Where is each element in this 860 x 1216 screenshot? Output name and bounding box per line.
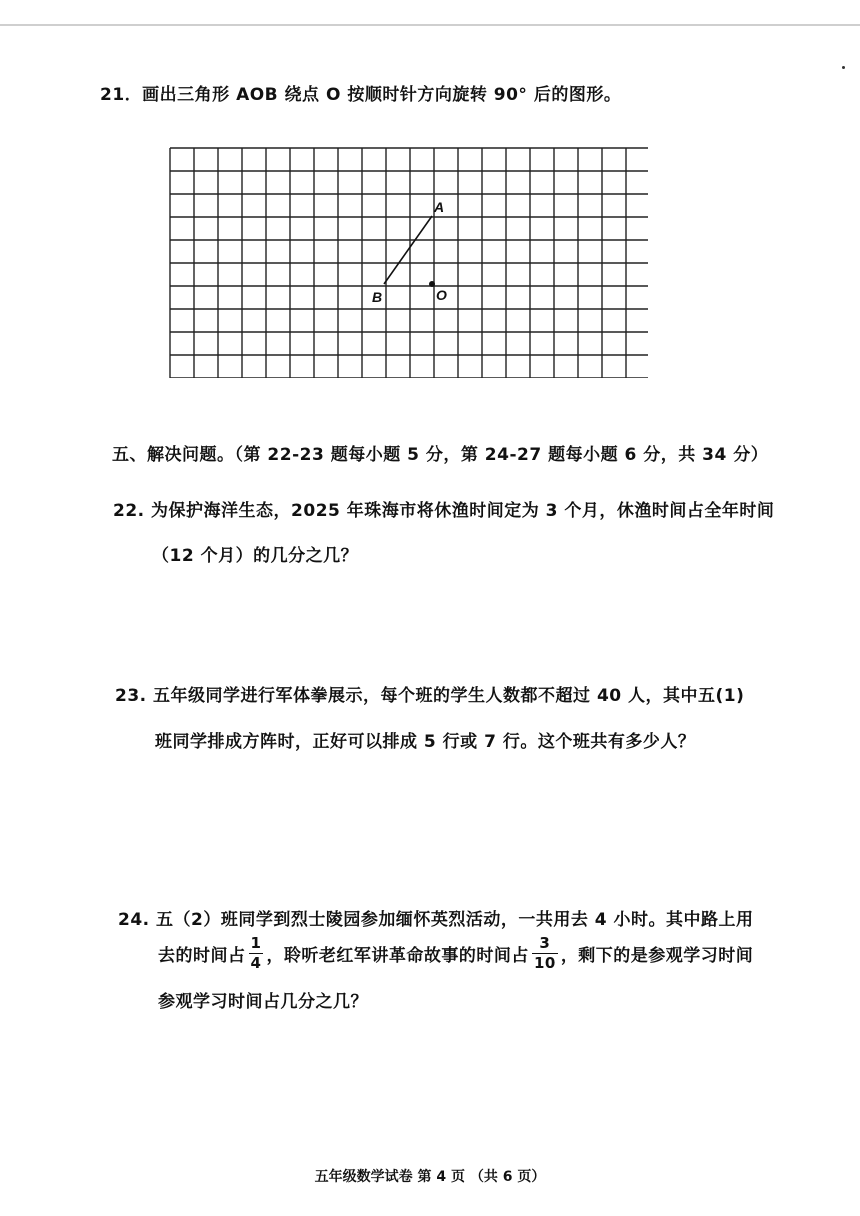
q21-text: 21．画出三角形 AOB 绕点 O 按顺时针方向旋转 90° 后的图形。	[100, 85, 622, 105]
label-a: A	[434, 199, 445, 215]
label-o: O	[436, 287, 447, 303]
q22-line1: 22. 为保护海洋生态，2025 年珠海市将休渔时间定为 3 个月，休渔时间占全年时间	[113, 501, 775, 521]
top-rule	[0, 24, 860, 26]
fraction-three-tenths	[532, 936, 558, 971]
point-o	[429, 281, 435, 287]
fraction-numerator: 3	[532, 936, 558, 954]
fraction-denominator: 10	[533, 954, 556, 972]
q21-grid	[168, 146, 648, 378]
label-b: B	[372, 289, 383, 305]
q24-line3: 参观学习时间占几分之几？	[158, 992, 368, 1012]
section5-heading: 五、解决问题。（第 22-23 题每小题 5 分，第 24-27 题每小题 6 分，共 34 分）	[112, 445, 769, 465]
fraction-one-quarter	[249, 936, 264, 971]
q24-line2	[158, 936, 753, 971]
q24-line2-part-c: ，剩下的是参观学习时间	[560, 946, 754, 966]
q24-line2-part-b: ，聆听老红军讲革命故事的时间占	[266, 946, 529, 966]
fraction-denominator: 4	[250, 954, 262, 972]
segment-ab	[384, 216, 432, 284]
corner-dot	[842, 66, 845, 69]
q24-line1: 24. 五（2）班同学到烈士陵园参加缅怀英烈活动，一共用去 4 小时。其中路上用	[118, 910, 754, 930]
q23-line2: 班同学排成方阵时，正好可以排成 5 行或 7 行。这个班共有多少人？	[155, 732, 696, 752]
page-footer: 五年级数学试卷 第 4 页 （共 6 页）	[314, 1169, 546, 1185]
q23-line1: 23. 五年级同学进行军体拳展示，每个班的学生人数都不超过 40 人，其中五(1)	[115, 686, 745, 706]
fraction-numerator: 1	[250, 934, 262, 952]
q22-line2: （12 个月）的几分之几？	[152, 546, 359, 566]
q24-line2-part-a: 去的时间占	[158, 946, 246, 966]
